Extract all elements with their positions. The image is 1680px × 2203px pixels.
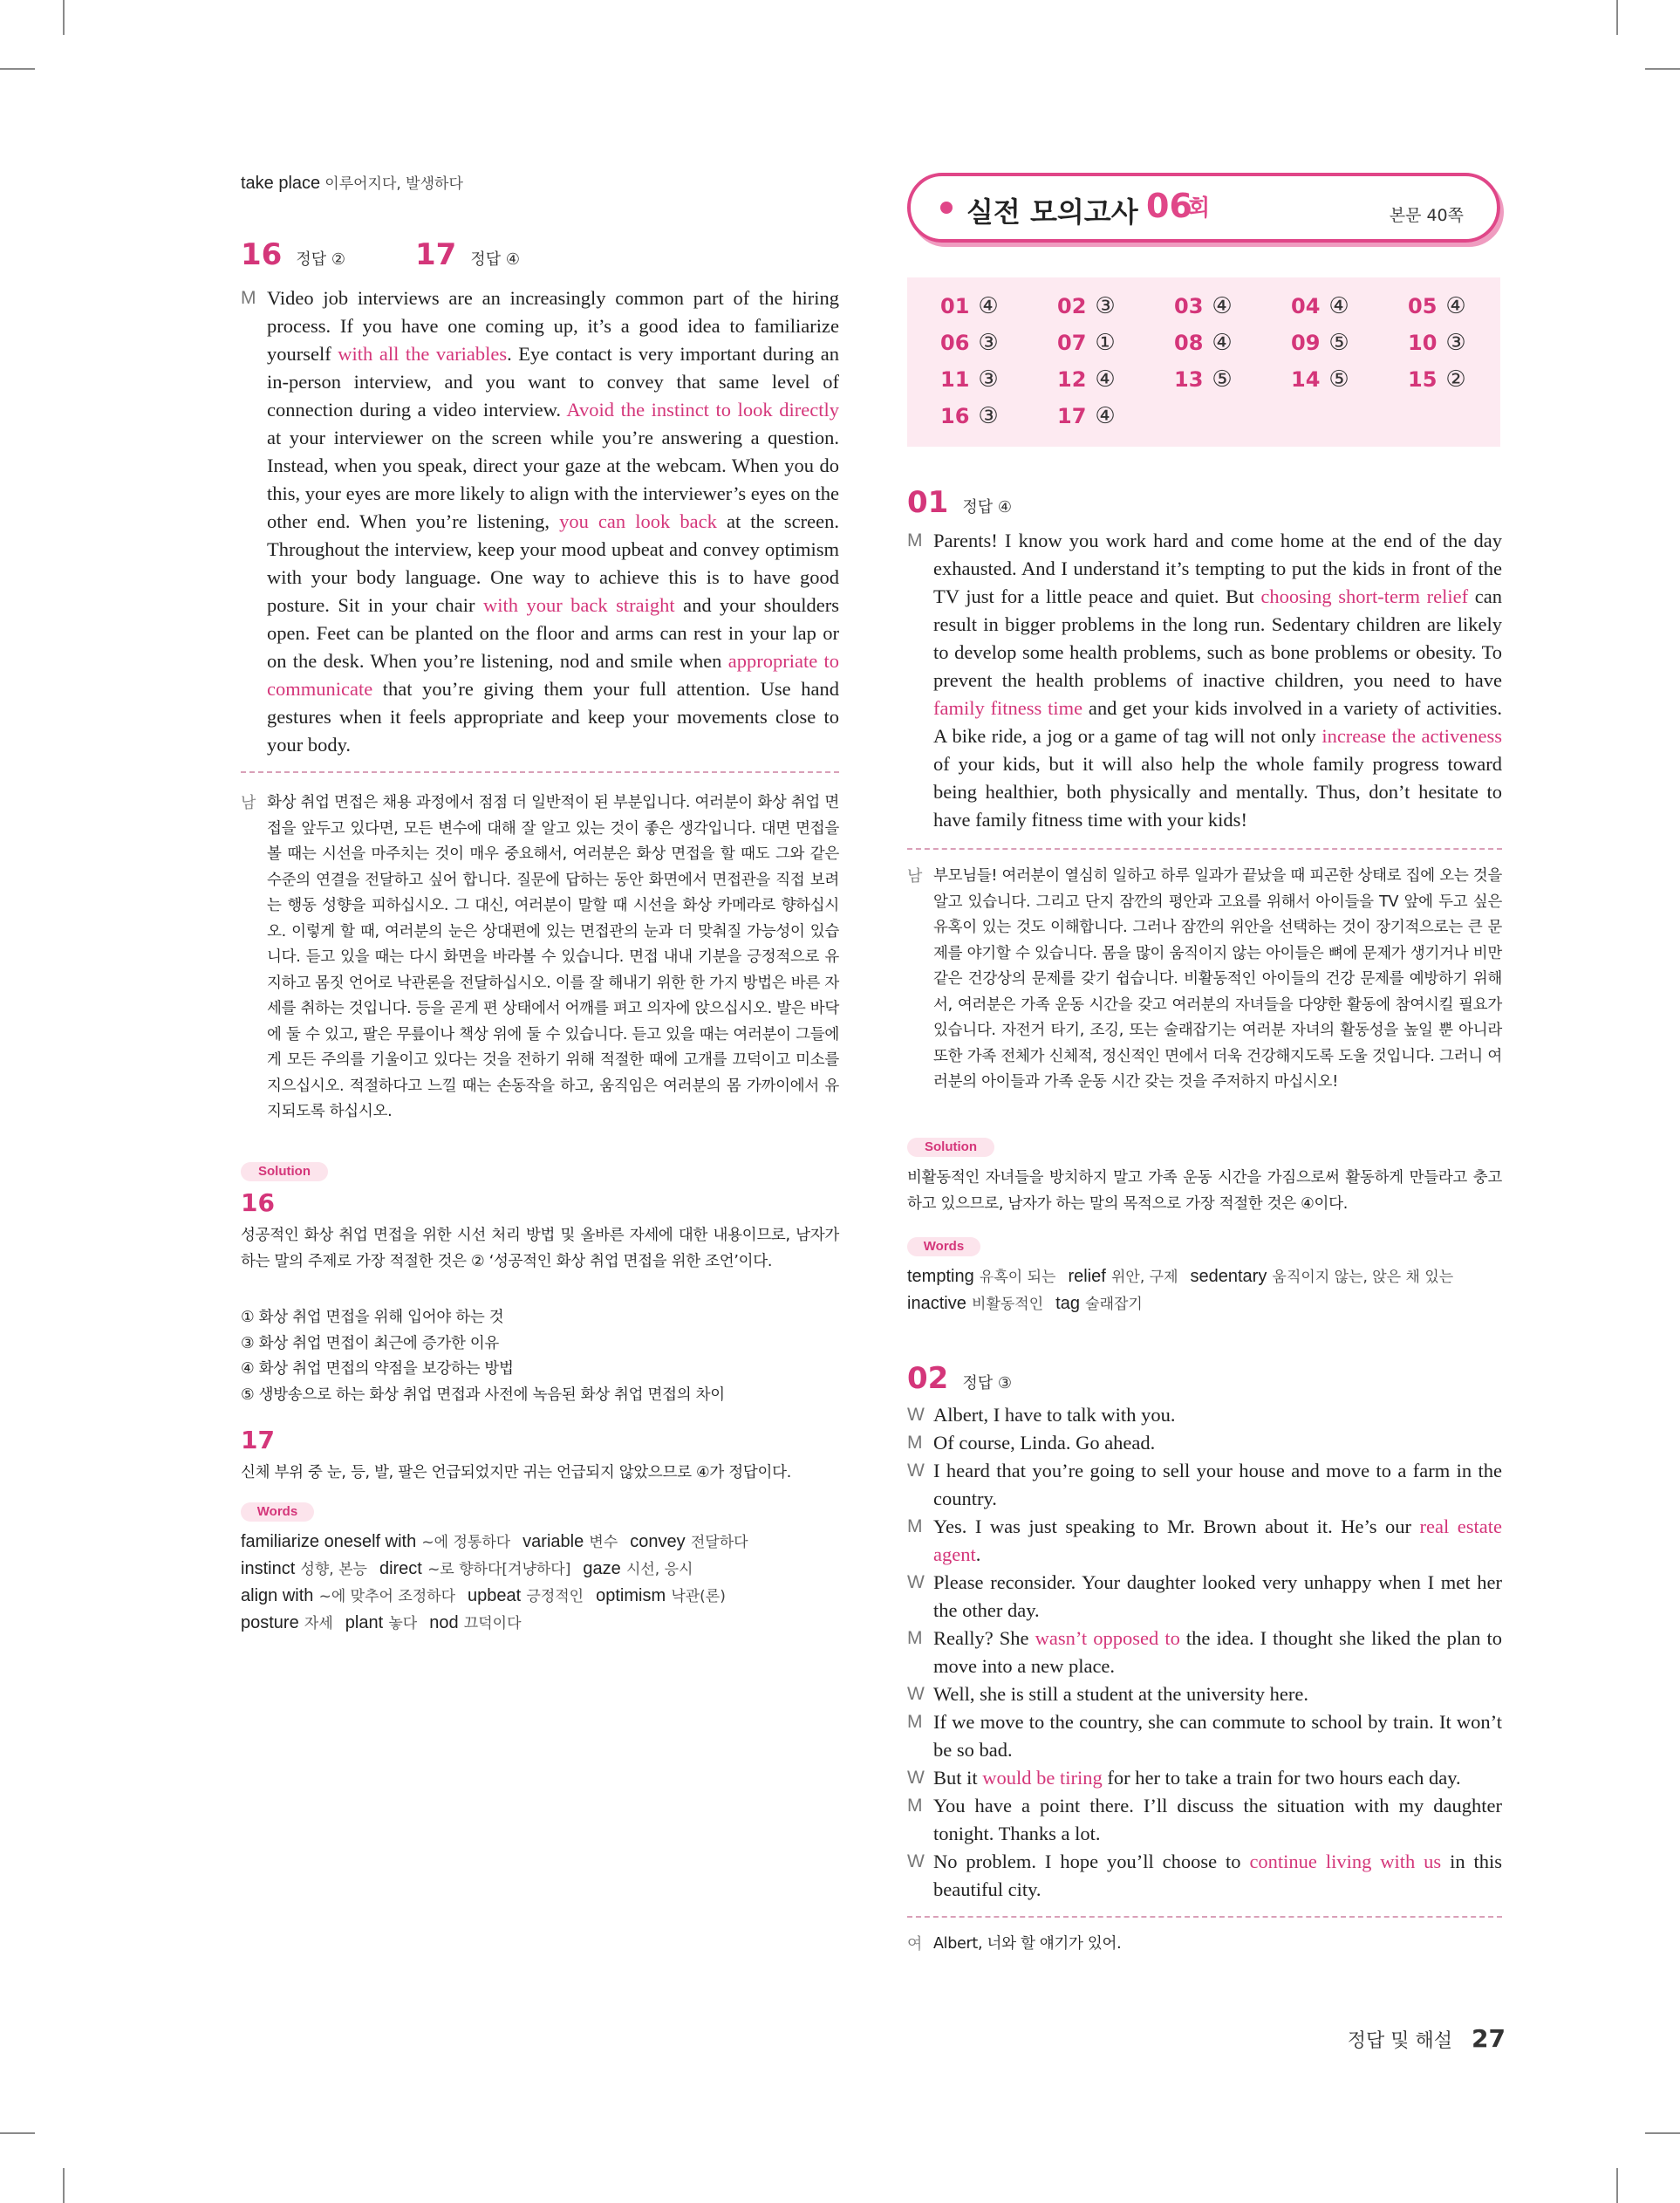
crop-mark	[1645, 2132, 1680, 2134]
vocab-meaning: 위안, 구제	[1111, 1269, 1178, 1286]
question-number: 01	[907, 485, 949, 520]
vocab-word: relief	[1068, 1267, 1106, 1286]
vocab-word: align with	[241, 1586, 314, 1605]
vocab-meaning: ~로 향하다[겨냥하다]	[427, 1561, 571, 1578]
script-body	[933, 527, 1502, 834]
answer-header-02	[907, 1361, 1012, 1396]
script-text: Really? She	[933, 1627, 1035, 1649]
script-text: for her to take a train for two hours each day.	[1102, 1767, 1461, 1789]
divider	[241, 771, 839, 773]
answer-number: 12	[1057, 367, 1087, 392]
vocab-word: optimism	[596, 1586, 666, 1605]
test-number-suffix: 회	[1188, 195, 1211, 222]
highlighted-phrase: family fitness time	[933, 697, 1083, 719]
speaker-label: M	[241, 288, 256, 308]
answer-number: 02	[1057, 294, 1087, 318]
vocabulary-list	[241, 1529, 839, 1637]
answer-choice: ②	[1445, 366, 1466, 393]
page-number: 27	[1472, 2024, 1506, 2053]
footer-label: 정답 및 해설	[1347, 2030, 1453, 2052]
vocab-meaning: 끄덕이다	[463, 1615, 522, 1632]
answer-number: 04	[1291, 294, 1321, 318]
crop-mark	[63, 2168, 65, 2203]
answer-number: 17	[1057, 404, 1087, 428]
answer-choice: ③	[978, 366, 999, 393]
dialog-text	[933, 1680, 1502, 1708]
answer-cell	[1057, 330, 1116, 356]
speaker-label: M	[907, 1433, 923, 1453]
dialog-text	[933, 1792, 1502, 1848]
script-text: the idea. I thought she liked the plan to move into a new place.	[933, 1627, 1502, 1677]
highlighted-phrase: with all the variables	[338, 343, 508, 365]
crop-mark	[1616, 0, 1618, 35]
script-text: Parents! I know you work hard and come home at the end of the day exhausted. And I understand it’s tempting to put the kids in front of the TV just for a little peace and quiet. But	[933, 530, 1502, 607]
solution-17-text: 신체 부위 중 눈, 등, 발, 팔은 언급되었지만 귀는 언급되지 않았으므로 ④가 정답이다.	[241, 1464, 791, 1481]
answer-choice: ④	[1212, 293, 1233, 319]
answer-cell	[1291, 366, 1349, 393]
translation-body: Albert, 너와 할 얘기가 있어.	[933, 1935, 1122, 1953]
answer-cell	[1408, 366, 1466, 393]
script-text: Albert, I have to talk with you.	[933, 1404, 1176, 1426]
title-bullet	[940, 202, 953, 214]
dialog-text	[933, 1708, 1502, 1764]
dialog-line	[907, 1513, 1502, 1569]
option-item: ④ 화상 취업 면접의 약점을 보강하는 방법	[241, 1360, 514, 1378]
vocab-line	[241, 1556, 839, 1583]
script-text: at the screen. Throughout the interview, keep your mood upbeat and convey optimism with your body language. One way to achieve this is to have good posture. Sit in your chair	[267, 510, 839, 616]
script-text: of your kids, but it will also help the whole family progress toward being healthier, both physically and mentally. Thus, don’t hesitate to have family fitness time with your kids!	[933, 753, 1502, 831]
answer-header-01	[907, 485, 1012, 520]
vocab-meaning: ~에 정통하다	[421, 1534, 511, 1551]
answer-choice: ③	[978, 403, 999, 429]
dialog-text	[933, 1457, 1502, 1513]
script-text: . Eye contact is very important during an in-person interview, and you want to convey that same level of connection during a video interview.	[267, 343, 839, 421]
dialog-line	[907, 1569, 1502, 1625]
speaker-label: M	[907, 1628, 923, 1648]
script-text: Of course, Linda. Go ahead.	[933, 1432, 1156, 1454]
korean-translation	[241, 790, 839, 1125]
answer-number: 03	[1174, 294, 1204, 318]
vocab-word: upbeat	[468, 1586, 522, 1605]
answer-choice: ④	[1328, 293, 1349, 319]
top-word-meaning: 이루어지다, 발생하다	[324, 175, 463, 193]
highlighted-phrase: wasn’t opposed to	[1035, 1627, 1180, 1649]
dialog-line	[907, 1625, 1502, 1680]
vocab-meaning: 변수	[589, 1534, 618, 1551]
script-text: Yes. I was just speaking to Mr. Brown about it. He’s our	[933, 1515, 1420, 1537]
script-text: .	[975, 1543, 981, 1565]
answer-choice: ①	[1095, 330, 1116, 356]
script-text: can result in bigger problems in the long run. Sedentary children are likely to develop some health problems, such as bone problems or obesity. To prevent the health problems of inactive children, you need to have	[933, 585, 1502, 691]
vocab-meaning: ~에 맞추어 조정하다	[318, 1588, 456, 1605]
solution-tag: Solution	[241, 1162, 328, 1181]
vocab-word: instinct	[241, 1559, 296, 1578]
speaker-label: W	[907, 1851, 925, 1871]
solution-16-text: 성공적인 화상 취업 면접을 위한 시선 처리 방법 및 올바른 자세에 대한 내용이므로, 남자가 하는 말의 주제로 가장 적절한 것은 ② ‘성공적인 화상 취업 면접을 위한 조언’이다.	[241, 1227, 839, 1270]
answer-cell	[1408, 330, 1466, 356]
script-text: No problem. I hope you’ll choose to	[933, 1851, 1250, 1872]
script-text: Please reconsider. Your daughter looked very unhappy when I met her the other day.	[933, 1571, 1502, 1621]
script-text: I heard that you’re going to sell your house and move to a farm in the country.	[933, 1460, 1502, 1509]
answer-choice: ③	[978, 330, 999, 356]
answer-cell	[1174, 293, 1233, 319]
vocab-meaning: 전달하다	[690, 1534, 748, 1551]
solution-tag: Solution	[907, 1138, 994, 1157]
dialog-text	[933, 1569, 1502, 1625]
dialog-text	[933, 1429, 1502, 1457]
vocab-meaning: 낙관(론)	[671, 1588, 726, 1605]
solution-16-options	[241, 1305, 839, 1408]
vocab-word: sedentary	[1190, 1267, 1267, 1286]
answer-header-16	[241, 237, 345, 272]
solution-number-17: 17	[241, 1426, 275, 1454]
option-item: ③ 화상 취업 면접이 최근에 증가한 이유	[241, 1334, 500, 1352]
answer-number: 01	[940, 294, 970, 318]
vocab-line	[241, 1610, 839, 1637]
footer	[1348, 2024, 1506, 2053]
answer-cell	[940, 330, 999, 356]
dialog-line	[907, 1708, 1502, 1764]
highlighted-phrase: with your back straight	[482, 594, 675, 616]
speaker-label: W	[907, 1684, 925, 1704]
answer-number: 11	[940, 367, 970, 392]
answer-label: 정답 ②	[296, 250, 345, 269]
highlighted-phrase: appropriate to communicate	[267, 650, 839, 700]
dialog-text	[933, 1513, 1502, 1569]
answer-label: 정답 ③	[962, 1374, 1012, 1392]
answer-cell	[940, 293, 999, 319]
highlighted-phrase: choosing short-term relief	[1260, 585, 1469, 607]
vocab-word: tempting	[907, 1267, 974, 1286]
answer-choice: ⑤	[1212, 366, 1233, 393]
answer-cell	[1057, 293, 1116, 319]
vocab-word: plant	[345, 1613, 384, 1632]
vocab-meaning: 자세	[304, 1615, 333, 1632]
script-text: Well, she is still a student at the university here.	[933, 1683, 1308, 1705]
answer-cell	[940, 403, 999, 429]
vocab-word: nod	[429, 1613, 459, 1632]
dialog-02	[907, 1401, 1502, 1904]
vocab-word: variable	[522, 1532, 584, 1551]
words-tag: Words	[907, 1237, 980, 1256]
answer-number: 14	[1291, 367, 1321, 392]
vocab-meaning: 술래잡기	[1085, 1296, 1143, 1313]
speaker-label: W	[907, 1572, 925, 1592]
answer-choice: ④	[1445, 293, 1466, 319]
highlighted-phrase: continue living with us	[1249, 1851, 1442, 1872]
option-item: ⑤ 생방송으로 하는 화상 취업 면접과 사전에 녹음된 화상 취업 면접의 차이	[241, 1385, 725, 1404]
vocab-line	[241, 1583, 839, 1610]
answer-choice: ⑤	[1328, 330, 1349, 356]
vocab-word: familiarize oneself with	[241, 1532, 417, 1551]
option-item: ① 화상 취업 면접을 위해 입어야 하는 것	[241, 1309, 504, 1326]
answer-number: 07	[1057, 331, 1087, 355]
answer-number: 05	[1408, 294, 1438, 318]
dialog-line	[907, 1848, 1502, 1904]
answer-label: 정답 ④	[470, 250, 520, 269]
script-text: that you’re giving them your full attention. Use hand gestures when it feels appropriate and keep your movements close to your body.	[267, 678, 839, 756]
answer-number: 08	[1174, 331, 1204, 355]
answer-choice: ④	[978, 293, 999, 319]
crop-mark	[0, 68, 35, 70]
solution-number-16: 16	[241, 1188, 275, 1217]
test-number: 06	[1146, 187, 1192, 225]
vocab-word: inactive	[907, 1294, 966, 1313]
vocab-meaning: 유혹이 되는	[979, 1269, 1056, 1286]
crop-mark	[1645, 68, 1680, 70]
words-tag: Words	[241, 1502, 314, 1522]
vocab-word: direct	[379, 1559, 422, 1578]
question-number: 02	[907, 1361, 949, 1396]
dialog-text	[933, 1848, 1502, 1904]
answer-cell	[1408, 293, 1466, 319]
vocab-meaning: 성향, 본능	[300, 1561, 367, 1578]
answer-cell	[1174, 366, 1233, 393]
korean-translation-01	[907, 864, 1502, 1096]
answer-grid	[907, 277, 1500, 447]
test-title: 실전 모의고사	[966, 195, 1138, 229]
test-title-box	[907, 173, 1500, 243]
vocab-word: tag	[1055, 1294, 1080, 1313]
answer-choice: ③	[1095, 293, 1116, 319]
dialog-text	[933, 1764, 1502, 1792]
top-word-line	[241, 171, 475, 194]
answer-cell	[1174, 330, 1233, 356]
vocab-meaning: 놓다	[388, 1615, 418, 1632]
script-text: Video job interviews are an increasingly common part of the hiring process. If you have one coming up, it’s a good idea to familiarize yourself	[267, 287, 839, 365]
answer-choice: ⑤	[1328, 366, 1349, 393]
page-reference: 본문 40쪽	[1389, 206, 1464, 225]
speaker-label: M	[907, 1796, 923, 1816]
highlighted-phrase: you can look back	[559, 510, 717, 532]
answer-label: 정답 ④	[962, 498, 1012, 517]
speaker-label: M	[907, 1516, 923, 1536]
speaker-label: W	[907, 1461, 925, 1481]
answer-cell	[1057, 366, 1116, 393]
vocab-word: posture	[241, 1613, 299, 1632]
translation-body: 부모님들! 여러분이 열심히 일하고 하루 일과가 끝났을 때 피곤한 상태로 집에 오는 것을 알고 있습니다. 그리고 단지 잠깐의 평안과 고요를 위해서 아이들을 TV 앞에 두고 싶은 유혹이 있는 것도 이해합니다. 그러나 잠깐의 위안을 선택하는 것이 장기적으로는 큰 문제를 야기할 수 있습니다. 몸을 많이 움직이지 않는 아이들은 뼈에 문제가 생기거나 비만 같은 건강상의 문제를 갖기 쉽습니다. 비활동적인 아이들의 건강 문제를 예방하기 위해서, 여러분은 가족 운동 시간을 갖고 여러분의 자녀들을 다양한 활동에 참여시킬 필요가 있습니다. 자전거 타기, 조깅, 또는 술래잡기는 여러분 자녀의 활동성을 높일 뿐 아니라 또한 가족 전체가 신체적, 정신적인 면에서 더욱 건강해지도록 도울 것입니다. 그러니 여러분의 아이들과 가족 운동 시간 갖는 것을 주저하지 마십시오!	[933, 867, 1502, 1091]
answer-number: 13	[1174, 367, 1204, 392]
answer-number: 15	[1408, 367, 1438, 392]
vocab-meaning: 움직이지 않는, 앉은 채 있는	[1272, 1269, 1454, 1286]
speaker-label: 남	[241, 794, 256, 812]
dialog-text	[933, 1625, 1502, 1680]
speaker-label: 여	[907, 1935, 923, 1953]
listening-script-16-17	[241, 284, 839, 759]
divider	[907, 848, 1502, 850]
dialog-line	[907, 1401, 1502, 1429]
vocab-line	[241, 1529, 839, 1556]
divider	[907, 1916, 1502, 1918]
answer-cell	[1057, 403, 1116, 429]
script-text: at your interviewer on the screen while you’re answering a question. Instead, when you speak, direct your gaze at the webcam. When you do this, your eyes are more likely to align with the interviewer’s eyes on the other end. When you’re listening,	[267, 427, 839, 532]
dialog-text	[933, 1401, 1502, 1429]
dialog-line	[907, 1680, 1502, 1708]
vocab-word: gaze	[583, 1559, 621, 1578]
highlighted-phrase: increase the activeness	[1321, 725, 1502, 747]
script-text: and your shoulders open. Feet can be planted on the floor and arms can rest in your lap or on the desk. When you’re listening, nod and smile when	[267, 594, 840, 672]
vocabulary-list-01	[907, 1263, 1502, 1317]
crop-mark	[63, 0, 65, 35]
highlighted-phrase: real estate agent	[933, 1515, 1503, 1565]
answer-number: 09	[1291, 331, 1321, 355]
answer-choice: ④	[1095, 366, 1116, 393]
script-text: If we move to the country, she can commute to school by train. It won’t be so bad.	[933, 1711, 1502, 1761]
vocab-meaning: 비활동적인	[972, 1296, 1044, 1313]
answer-cell	[940, 366, 999, 393]
speaker-label: 남	[907, 867, 923, 886]
korean-translation-02	[907, 1932, 1502, 1958]
question-number: 17	[415, 237, 457, 272]
answer-choice: ④	[1212, 330, 1233, 356]
vocab-meaning: 긍정적인	[526, 1588, 584, 1605]
dialog-line	[907, 1792, 1502, 1848]
vocab-word: convey	[630, 1532, 686, 1551]
vocab-line	[907, 1263, 1502, 1290]
crop-mark	[1616, 2168, 1618, 2203]
vocab-line	[907, 1290, 1502, 1317]
speaker-label: W	[907, 1768, 925, 1788]
script-text: But it	[933, 1767, 983, 1789]
dialog-line	[907, 1429, 1502, 1457]
answer-choice: ④	[1095, 403, 1116, 429]
answer-number: 16	[940, 404, 970, 428]
speaker-label: M	[907, 1712, 923, 1732]
vocab-meaning: 시선, 응시	[625, 1561, 693, 1578]
listening-script-01	[907, 527, 1502, 834]
top-word: take place	[241, 174, 321, 193]
highlighted-phrase: Avoid the instinct to look directly	[566, 399, 839, 421]
answer-header-17	[415, 237, 520, 272]
script-text: You have a point there. I’ll discuss the situation with my daughter tonight. Thanks a lot.	[933, 1795, 1502, 1844]
answer-choice: ③	[1445, 330, 1466, 356]
question-number: 16	[241, 237, 283, 272]
script-text: and get your kids involved in a variety of activities. A bike ride, a jog or a game of tag will not only	[933, 697, 1503, 747]
dialog-line	[907, 1457, 1502, 1513]
crop-mark	[0, 2132, 35, 2134]
dialog-line	[907, 1764, 1502, 1792]
answer-cell	[1291, 330, 1349, 356]
translation-body: 화상 취업 면접은 채용 과정에서 점점 더 일반적이 된 부분입니다. 여러분이 화상 취업 면접을 앞두고 있다면, 모든 변수에 대해 잘 알고 있는 것이 좋은 생각입니다. 대면 면접을 볼 때는 시선을 마주치는 것이 매우 중요해서, 여러분은 화상 면접을 할 때도 그와 같은 수준의 연결을 전달하고 싶어 합니다. 질문에 답하는 동안 화면에서 면접관을 직접 보려는 행동 성향을 피하십시오. 그 대신, 여러분이 말할 때 시선을 화상 카메라로 향하십시오. 이렇게 할 때, 여러분의 눈은 상대편에 있는 면접관의 눈과 더 맞춰질 가능성이 있습니다. 듣고 있을 때는 다시 화면을 바라볼 수 있습니다. 면접 내내 기분을 긍정적으로 유지하고 몸짓 언어로 낙관론을 전달하십시오. 이를 잘 해내기 위한 한 가지 방법은 바른 자세를 취하는 것입니다. 등을 곧게 편 상태에서 어깨를 펴고 의자에 앉으십시오. 발은 바닥에 둘 수 있고, 팔은 무릎이나 책상 위에 둘 수 있습니다. 듣고 있을 때는 여러분이 그들에게 모든 주의를 기울이고 있다는 것을 전하기 위해 적절한 때에 고개를 끄덕이고 미소를 지으십시오. 적절하다고 느낄 때는 손동작을 하고, 움직임은 여러분의 몸 가까이에서 유지되도록 하십시오.	[267, 794, 839, 1120]
script-body	[267, 284, 839, 759]
script-text: in this beautiful city.	[933, 1851, 1502, 1900]
highlighted-phrase: would be tiring	[982, 1767, 1103, 1789]
answer-number: 10	[1408, 331, 1438, 355]
answer-number: 06	[940, 331, 970, 355]
solution-01-text: 비활동적인 자녀들을 방치하지 말고 가족 운동 시간을 가짐으로써 활동하게 만들라고 충고하고 있으므로, 남자가 하는 말의 목적으로 가장 적절한 것은 ④이다.	[907, 1169, 1502, 1213]
answer-cell	[1291, 293, 1349, 319]
speaker-label: W	[907, 1405, 925, 1425]
speaker-label: M	[907, 530, 923, 551]
